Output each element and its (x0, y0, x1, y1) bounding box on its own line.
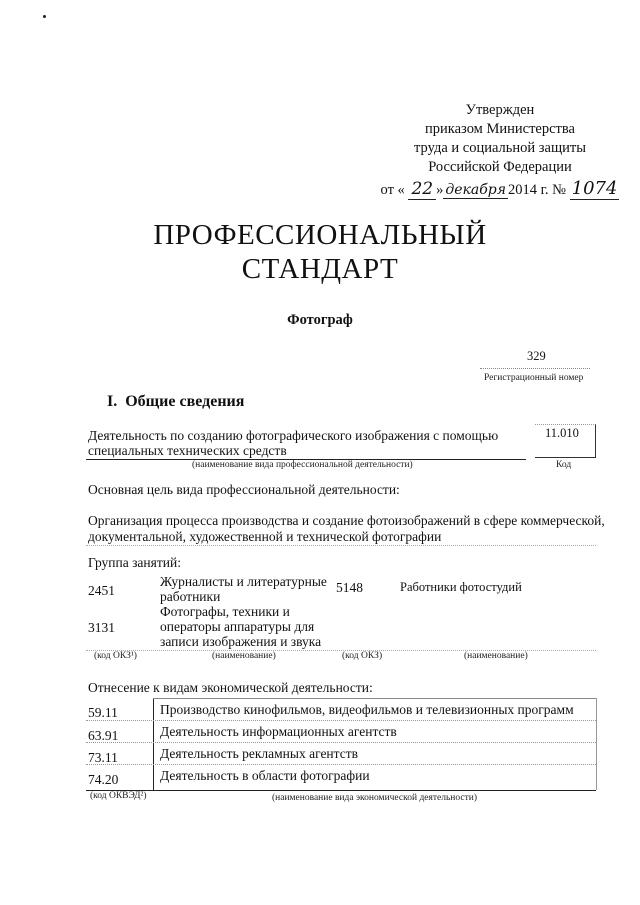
date-month: декабря (445, 182, 506, 198)
title-line-1: ПРОФЕССИОНАЛЬНЫЙ (153, 219, 487, 251)
group-code-3131: 3131 (88, 620, 115, 635)
group-name-photographers-1: Фотографы, техники и (160, 604, 290, 619)
order-number: 1074 (571, 178, 618, 199)
econ-name-2: Деятельность информационных агентств (160, 724, 397, 739)
approval-line-4: Российской Федерации (428, 159, 572, 175)
goal-label: Основная цель вида профессиональной деятельности: (88, 482, 400, 497)
group-name-journalists-1: Журналисты и литературные (160, 574, 327, 589)
group-name-photographers-2: операторы аппаратуры для (160, 619, 315, 634)
group-code-5148: 5148 (336, 580, 363, 595)
section-heading: I. Общие сведения (107, 393, 245, 410)
group-caption-code-2: (код ОКЗ) (342, 651, 383, 661)
group-name-journalists-2: работники (160, 589, 221, 604)
activity-name-line-2: специальных технических средств (88, 443, 287, 458)
econ-name-4: Деятельность в области фотографии (160, 768, 370, 783)
econ-table-right-edge (596, 698, 597, 790)
goal-underline (86, 545, 596, 547)
group-caption-name-2: (наименование) (464, 651, 528, 661)
scan-dot (43, 15, 46, 18)
econ-code-1: 59.11 (88, 705, 118, 720)
econ-table-bottom (86, 790, 596, 791)
activity-code: 11.010 (545, 426, 579, 440)
group-name-photographers-3: записи изображения и звука (160, 634, 322, 649)
econ-code-3: 73.11 (88, 750, 118, 765)
date-year: 2014 г. № (507, 182, 567, 198)
activity-code-caption: Код (556, 460, 572, 470)
econ-table-divider (153, 698, 154, 790)
group-code-2451: 2451 (88, 583, 115, 598)
date-prefix: от « (380, 182, 405, 198)
goal-text-line-1: Организация процесса производства и создание фотоизображений в сфере коммерческой, (88, 513, 605, 528)
registration-label: Регистрационный номер (484, 373, 584, 383)
document-title (0, 218, 640, 286)
group-label: Группа занятий: (88, 555, 181, 570)
approval-date-line (380, 179, 620, 200)
activity-code-box (535, 424, 596, 458)
econ-code-4: 74.20 (88, 772, 119, 787)
approval-line-1: Утвержден (465, 102, 535, 118)
econ-name-1: Производство кинофильмов, видеофильмов и телевизионных программ (160, 702, 574, 717)
date-sep: » (436, 182, 444, 198)
econ-row-2-line (86, 742, 596, 744)
group-name-photostudio: Работники фотостудий (400, 580, 522, 594)
group-caption-code: (код ОКЗ¹) (94, 651, 137, 661)
registration-number: 329 (527, 349, 546, 363)
econ-row-3-line (86, 764, 596, 766)
econ-caption-name: (наименование вида экономической деятельности) (272, 793, 477, 803)
approval-line-2: приказом Министерства (425, 121, 575, 137)
econ-name-3: Деятельность рекламных агентств (160, 746, 358, 761)
approval-line-3: труда и социальной защиты (414, 140, 586, 156)
activity-caption: (наименование вида профессиональной деятельности) (192, 460, 413, 470)
econ-table-top (153, 698, 596, 699)
date-day: 22 (408, 179, 436, 200)
registration-underline (480, 368, 590, 370)
activity-name-line-1: Деятельность по созданию фотографического изображения с помощью (88, 428, 499, 443)
econ-caption-code: (код ОКВЭД²) (90, 791, 147, 801)
group-caption-name: (наименование) (212, 651, 276, 661)
profession-name: Фотограф (287, 312, 353, 328)
econ-row-1-line (86, 720, 596, 722)
title-line-2: СТАНДАРТ (241, 253, 399, 285)
econ-label: Отнесение к видам экономической деятельности: (88, 680, 373, 695)
goal-text-line-2: документальной, художественной и технической фотографии (88, 529, 442, 544)
approval-block (380, 101, 620, 200)
econ-code-2: 63.91 (88, 728, 119, 743)
